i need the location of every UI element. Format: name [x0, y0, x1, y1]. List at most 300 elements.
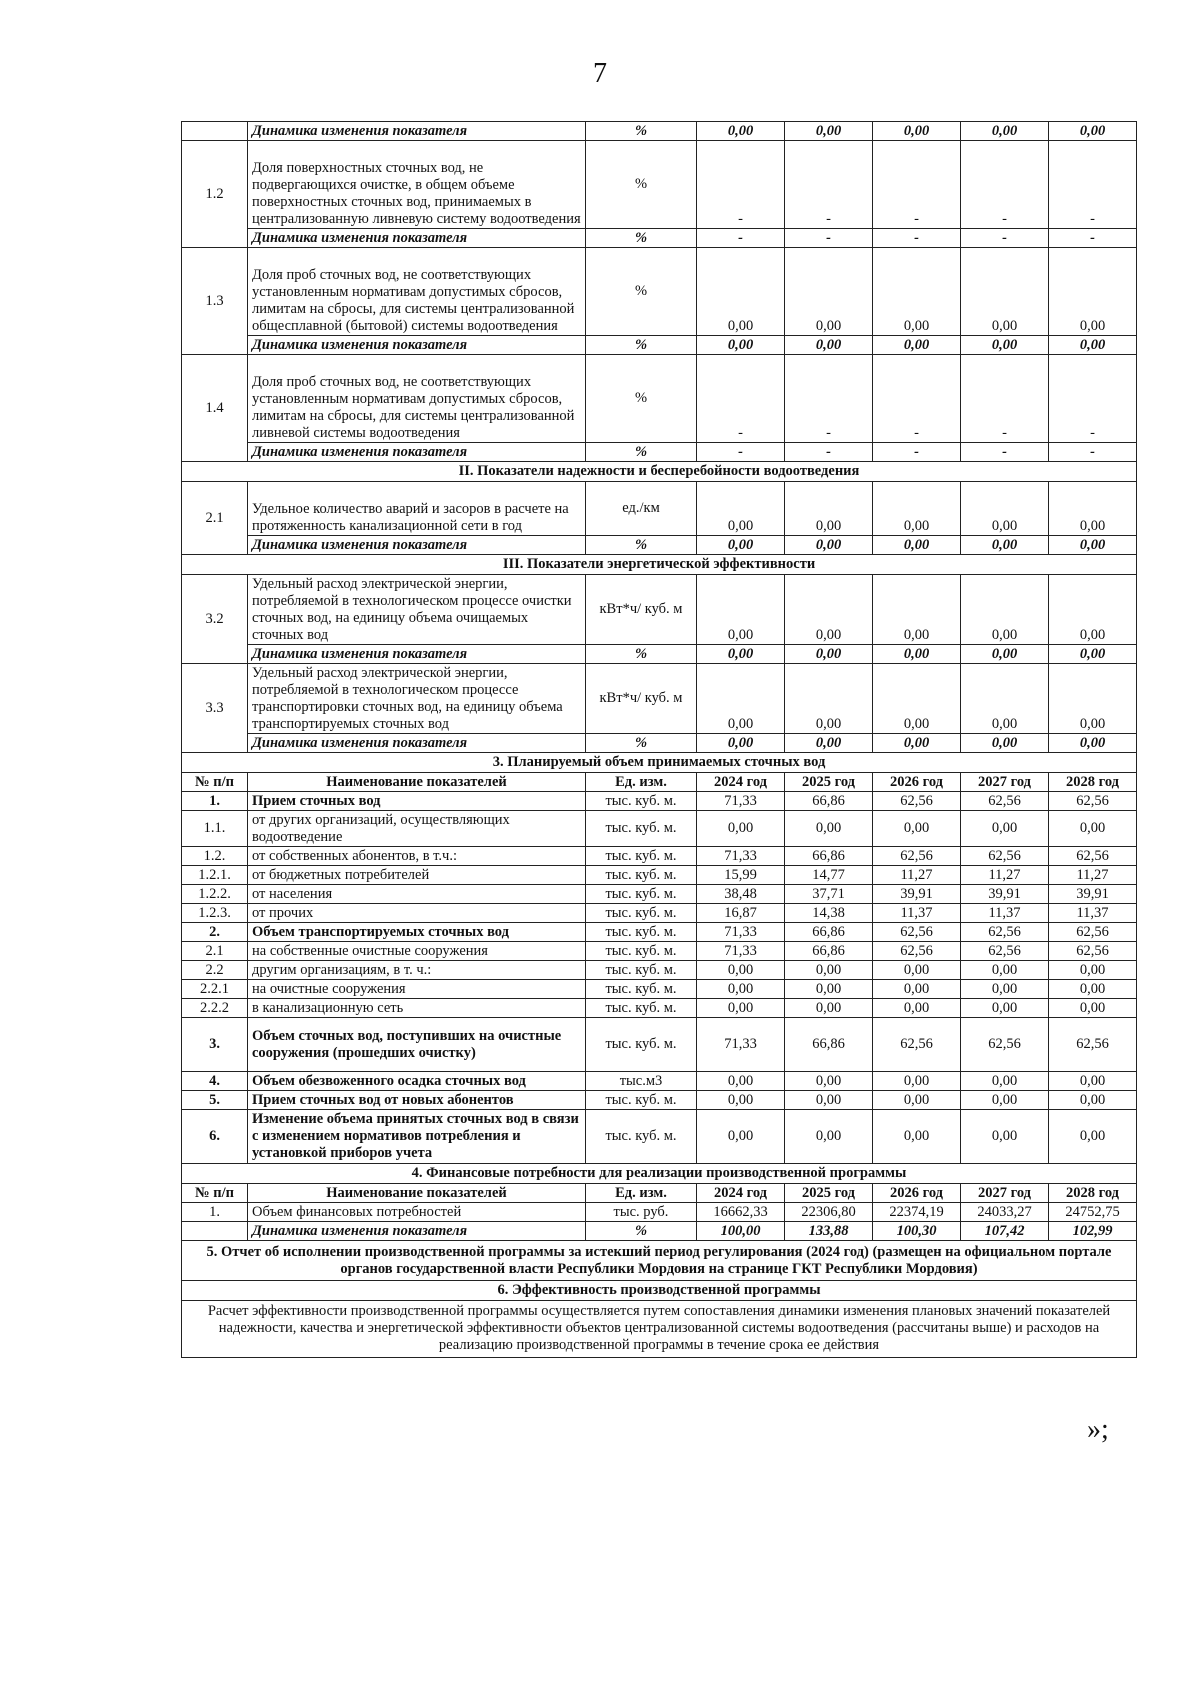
- column-header: 2025 год: [785, 1184, 873, 1203]
- value-cell: 0,00: [873, 1110, 961, 1164]
- column-header: Ед. изм.: [586, 773, 697, 792]
- number-cell: 3.: [182, 1018, 248, 1072]
- number-cell: 4.: [182, 1072, 248, 1091]
- number-cell: 3.3: [182, 664, 248, 753]
- value-cell: 0,00: [1049, 536, 1137, 555]
- table-row: [182, 904, 1137, 923]
- value-cell: 22306,80: [785, 1203, 873, 1222]
- column-header: № п/п: [182, 1184, 248, 1203]
- value-cell: 0,00: [1049, 961, 1137, 980]
- table-row: [182, 1018, 1137, 1072]
- value-cell: -: [697, 141, 785, 229]
- unit-cell: %: [586, 355, 697, 443]
- value-cell: 62,56: [1049, 923, 1137, 942]
- value-cell: 62,56: [1049, 942, 1137, 961]
- value-cell: 0,00: [785, 999, 873, 1018]
- value-cell: 0,00: [697, 536, 785, 555]
- dynamics-label: Динамика изменения показателя: [248, 645, 586, 664]
- unit-cell: тыс. куб. м.: [586, 1018, 697, 1072]
- indicator-row: [182, 482, 1137, 536]
- value-cell: 14,77: [785, 866, 873, 885]
- column-header: 2026 год: [873, 1184, 961, 1203]
- value-cell: 62,56: [961, 923, 1049, 942]
- value-cell: 0,00: [785, 980, 873, 999]
- value-cell: 0,00: [1049, 248, 1137, 336]
- value-cell: 16662,33: [697, 1203, 785, 1222]
- value-cell: 0,00: [961, 1072, 1049, 1091]
- value-cell: -: [697, 443, 785, 462]
- value-cell: 0,00: [697, 575, 785, 645]
- dynamics-label: Динамика изменения показателя: [248, 122, 586, 141]
- value-cell: -: [873, 229, 961, 248]
- value-cell: 133,88: [785, 1222, 873, 1241]
- value-cell: 0,00: [697, 1072, 785, 1091]
- indicator-name: Доля проб сточных вод, не соответствующих установленным нормативам допустимых сбросов, лимитам на сбросы, для системы централизованной общесплавной (бытовой) системы водоотведения: [248, 248, 586, 336]
- number-cell: 1.3: [182, 248, 248, 355]
- page-number: 7: [593, 58, 607, 89]
- indicator-name: Доля поверхностных сточных вод, не подвергающихся очистке, в общем объеме поверхностных сточных вод, принимаемых в централизованную ливневую систему водоотведения: [248, 141, 586, 229]
- section-title: II. Показатели надежности и бесперебойности водоотведения: [182, 462, 1137, 482]
- value-cell: -: [1049, 443, 1137, 462]
- unit-cell: тыс. куб. м.: [586, 904, 697, 923]
- unit-cell: тыс.м3: [586, 1072, 697, 1091]
- value-cell: -: [961, 141, 1049, 229]
- value-cell: 100,30: [873, 1222, 961, 1241]
- value-cell: 62,56: [873, 847, 961, 866]
- value-cell: -: [697, 355, 785, 443]
- value-cell: 102,99: [1049, 1222, 1137, 1241]
- value-cell: 22374,19: [873, 1203, 961, 1222]
- unit-cell: тыс. куб. м.: [586, 866, 697, 885]
- number-cell: 1.: [182, 792, 248, 811]
- dynamics-row: [182, 645, 1137, 664]
- unit-cell: тыс. куб. м.: [586, 1091, 697, 1110]
- table-row: [182, 980, 1137, 999]
- value-cell: 0,00: [961, 336, 1049, 355]
- table-row: [182, 792, 1137, 811]
- section-title-row: [182, 1281, 1137, 1301]
- unit-cell: %: [586, 229, 697, 248]
- number-cell: 1.: [182, 1203, 248, 1222]
- value-cell: 39,91: [1049, 885, 1137, 904]
- number-cell: 3.2: [182, 575, 248, 664]
- value-cell: 15,99: [697, 866, 785, 885]
- value-cell: 107,42: [961, 1222, 1049, 1241]
- value-cell: 0,00: [697, 734, 785, 753]
- value-cell: 0,00: [785, 734, 873, 753]
- indicator-row: [182, 141, 1137, 229]
- value-cell: 66,86: [785, 792, 873, 811]
- table-row: [182, 1091, 1137, 1110]
- value-cell: 11,37: [1049, 904, 1137, 923]
- value-cell: 11,37: [873, 904, 961, 923]
- value-cell: 0,00: [873, 664, 961, 734]
- indicator-name: Прием сточных вод: [248, 792, 586, 811]
- value-cell: 0,00: [697, 336, 785, 355]
- number-cell: 5.: [182, 1091, 248, 1110]
- section-title: III. Показатели энергетической эффективности: [182, 555, 1137, 575]
- value-cell: 0,00: [1049, 980, 1137, 999]
- value-cell: 0,00: [873, 482, 961, 536]
- value-cell: -: [1049, 141, 1137, 229]
- number-cell: 1.2.1.: [182, 866, 248, 885]
- column-header: Ед. изм.: [586, 1184, 697, 1203]
- value-cell: 0,00: [697, 248, 785, 336]
- report-row: [182, 1241, 1137, 1281]
- value-cell: 0,00: [785, 122, 873, 141]
- value-cell: 11,27: [961, 866, 1049, 885]
- indicator-row: [182, 575, 1137, 645]
- value-cell: 0,00: [1049, 122, 1137, 141]
- value-cell: 62,56: [873, 1018, 961, 1072]
- table-row: [182, 847, 1137, 866]
- dynamics-row: [182, 1222, 1137, 1241]
- number-cell: 1.2.2.: [182, 885, 248, 904]
- unit-cell: %: [586, 122, 697, 141]
- value-cell: -: [873, 141, 961, 229]
- value-cell: 66,86: [785, 923, 873, 942]
- value-cell: 0,00: [697, 1110, 785, 1164]
- number-cell: 1.2.: [182, 847, 248, 866]
- dynamics-row: [182, 536, 1137, 555]
- unit-cell: %: [586, 645, 697, 664]
- value-cell: 0,00: [961, 980, 1049, 999]
- indicator-name: Объем финансовых потребностей: [248, 1203, 586, 1222]
- value-cell: 0,00: [785, 1072, 873, 1091]
- number-cell: 2.1: [182, 942, 248, 961]
- indicator-row: [182, 355, 1137, 443]
- dynamics-row: [182, 734, 1137, 753]
- unit-cell: кВт*ч/ куб. м: [586, 575, 697, 645]
- unit-cell: тыс. куб. м.: [586, 999, 697, 1018]
- value-cell: 0,00: [873, 734, 961, 753]
- value-cell: 24752,75: [1049, 1203, 1137, 1222]
- indicator-name: на собственные очистные сооружения: [248, 942, 586, 961]
- value-cell: 0,00: [1049, 645, 1137, 664]
- value-cell: 0,00: [785, 336, 873, 355]
- table-row: [182, 942, 1137, 961]
- unit-cell: тыс. куб. м.: [586, 923, 697, 942]
- header-row: [182, 773, 1137, 792]
- indicator-name: Изменение объема принятых сточных вод в связи с изменением нормативов потребления и установкой приборов учета: [248, 1110, 586, 1164]
- value-cell: 62,56: [873, 923, 961, 942]
- value-cell: 100,00: [697, 1222, 785, 1241]
- table-row: [182, 866, 1137, 885]
- number-cell: 2.: [182, 923, 248, 942]
- value-cell: 0,00: [697, 811, 785, 847]
- value-cell: 62,56: [961, 942, 1049, 961]
- value-cell: 0,00: [785, 664, 873, 734]
- indicator-name: в канализационную сеть: [248, 999, 586, 1018]
- indicator-name: другим организациям, в т. ч.:: [248, 961, 586, 980]
- value-cell: 37,71: [785, 885, 873, 904]
- indicator-name: Удельный расход электрической энергии, потребляемой в технологическом процессе очистки сточных вод, на единицу объема очищаемых сточных вод: [248, 575, 586, 645]
- value-cell: 0,00: [1049, 336, 1137, 355]
- value-cell: 0,00: [873, 980, 961, 999]
- number-cell: 2.1: [182, 482, 248, 555]
- table-row: [182, 999, 1137, 1018]
- value-cell: 0,00: [785, 575, 873, 645]
- value-cell: 0,00: [961, 248, 1049, 336]
- section-title: 4. Финансовые потребности для реализации производственной программы: [182, 1164, 1137, 1184]
- indicator-row: [182, 664, 1137, 734]
- value-cell: 0,00: [785, 536, 873, 555]
- indicators-table: [181, 121, 1137, 1358]
- unit-cell: тыс. куб. м.: [586, 1110, 697, 1164]
- value-cell: -: [873, 355, 961, 443]
- value-cell: 0,00: [873, 248, 961, 336]
- unit-cell: тыс. куб. м.: [586, 942, 697, 961]
- value-cell: 0,00: [697, 664, 785, 734]
- indicator-name: Объем транспортируемых сточных вод: [248, 923, 586, 942]
- value-cell: -: [961, 229, 1049, 248]
- dynamics-row: [182, 336, 1137, 355]
- value-cell: 0,00: [873, 336, 961, 355]
- section-title-row: [182, 555, 1137, 575]
- number-cell: 2.2: [182, 961, 248, 980]
- unit-cell: ед./км: [586, 482, 697, 536]
- value-cell: 0,00: [961, 536, 1049, 555]
- column-header: Наименование показателей: [248, 1184, 586, 1203]
- value-cell: 0,00: [697, 122, 785, 141]
- value-cell: 0,00: [785, 248, 873, 336]
- dynamics-label: Динамика изменения показателя: [248, 229, 586, 248]
- unit-cell: тыс. куб. м.: [586, 792, 697, 811]
- value-cell: 0,00: [785, 1091, 873, 1110]
- column-header: 2028 год: [1049, 1184, 1137, 1203]
- value-cell: 0,00: [1049, 482, 1137, 536]
- efficiency-row: [182, 1301, 1137, 1358]
- efficiency-text: Расчет эффективности производственной программы осуществляется путем сопоставления динамики изменения плановых значений показателей надежности, качества и энергетической эффективности объектов централизованной системы водоотведения (рассчитаны выше) и расходов на реализацию производственной программы в течение срока ее действия: [182, 1301, 1137, 1358]
- value-cell: 0,00: [873, 122, 961, 141]
- value-cell: 62,56: [961, 847, 1049, 866]
- report-text: 5. Отчет об исполнении производственной программы за истекший период регулирования (2024 год) (размещен на официальном портале органов государственной власти Республики Мордовия на странице ГКТ Республики Мордовия): [182, 1241, 1137, 1281]
- value-cell: -: [1049, 229, 1137, 248]
- unit-cell: %: [586, 248, 697, 336]
- number-cell: 6.: [182, 1110, 248, 1164]
- value-cell: 62,56: [873, 792, 961, 811]
- value-cell: 0,00: [1049, 1110, 1137, 1164]
- column-header: 2027 год: [961, 1184, 1049, 1203]
- dynamics-label: Динамика изменения показателя: [248, 536, 586, 555]
- unit-cell: тыс. куб. м.: [586, 811, 697, 847]
- table-row: [182, 961, 1137, 980]
- table-row: [182, 1203, 1137, 1222]
- unit-cell: %: [586, 1222, 697, 1241]
- dynamics-row: [182, 122, 1137, 141]
- table-row: [182, 923, 1137, 942]
- value-cell: 0,00: [873, 645, 961, 664]
- value-cell: 0,00: [961, 811, 1049, 847]
- unit-cell: %: [586, 141, 697, 229]
- value-cell: 66,86: [785, 1018, 873, 1072]
- unit-cell: тыс. куб. м.: [586, 847, 697, 866]
- value-cell: 16,87: [697, 904, 785, 923]
- value-cell: 71,33: [697, 942, 785, 961]
- value-cell: -: [873, 443, 961, 462]
- number-cell: 2.2.2: [182, 999, 248, 1018]
- value-cell: 0,00: [961, 664, 1049, 734]
- column-header: 2026 год: [873, 773, 961, 792]
- value-cell: 0,00: [1049, 1072, 1137, 1091]
- column-header: 2024 год: [697, 773, 785, 792]
- value-cell: 66,86: [785, 847, 873, 866]
- value-cell: 0,00: [873, 1091, 961, 1110]
- section-title-row: [182, 462, 1137, 482]
- value-cell: 0,00: [697, 645, 785, 664]
- value-cell: -: [785, 141, 873, 229]
- value-cell: 71,33: [697, 923, 785, 942]
- value-cell: 0,00: [961, 734, 1049, 753]
- value-cell: 0,00: [785, 482, 873, 536]
- value-cell: -: [785, 355, 873, 443]
- number-cell: [182, 122, 248, 141]
- unit-cell: тыс. куб. м.: [586, 980, 697, 999]
- value-cell: 62,56: [961, 792, 1049, 811]
- dynamics-label: Динамика изменения показателя: [248, 443, 586, 462]
- column-header: 2028 год: [1049, 773, 1137, 792]
- value-cell: 0,00: [1049, 664, 1137, 734]
- value-cell: 24033,27: [961, 1203, 1049, 1222]
- value-cell: 71,33: [697, 1018, 785, 1072]
- indicator-name: Объем обезвоженного осадка сточных вод: [248, 1072, 586, 1091]
- section-title-row: [182, 753, 1137, 773]
- indicator-name: от других организаций, осуществляющих водоотведение: [248, 811, 586, 847]
- indicator-name: Удельный расход электрической энергии, потребляемой в технологическом процессе транспортировки сточных вод, на единицу объема транспортируемых сточных вод: [248, 664, 586, 734]
- value-cell: 0,00: [1049, 734, 1137, 753]
- dynamics-label: Динамика изменения показателя: [248, 1222, 586, 1241]
- section-title: 3. Планируемый объем принимаемых сточных вод: [182, 753, 1137, 773]
- unit-cell: %: [586, 734, 697, 753]
- value-cell: 0,00: [785, 1110, 873, 1164]
- value-cell: 62,56: [1049, 792, 1137, 811]
- value-cell: 14,38: [785, 904, 873, 923]
- value-cell: 62,56: [1049, 1018, 1137, 1072]
- indicator-row: [182, 248, 1137, 336]
- value-cell: 0,00: [961, 999, 1049, 1018]
- value-cell: 0,00: [873, 575, 961, 645]
- dynamics-label: Динамика изменения показателя: [248, 336, 586, 355]
- unit-cell: тыс. куб. м.: [586, 961, 697, 980]
- number-cell: 2.2.1: [182, 980, 248, 999]
- value-cell: 0,00: [697, 482, 785, 536]
- value-cell: 0,00: [785, 811, 873, 847]
- value-cell: 0,00: [1049, 575, 1137, 645]
- value-cell: 0,00: [961, 645, 1049, 664]
- unit-cell: %: [586, 536, 697, 555]
- section-title: 6. Эффективность производственной программы: [182, 1281, 1137, 1301]
- value-cell: 0,00: [1049, 999, 1137, 1018]
- table-body: [182, 122, 1137, 1358]
- indicator-name: Прием сточных вод от новых абонентов: [248, 1091, 586, 1110]
- value-cell: 71,33: [697, 847, 785, 866]
- number-cell: 1.1.: [182, 811, 248, 847]
- unit-cell: %: [586, 443, 697, 462]
- value-cell: 0,00: [961, 482, 1049, 536]
- value-cell: 71,33: [697, 792, 785, 811]
- value-cell: 62,56: [961, 1018, 1049, 1072]
- table-row: [182, 811, 1137, 847]
- value-cell: 0,00: [697, 961, 785, 980]
- value-cell: -: [1049, 355, 1137, 443]
- value-cell: 0,00: [697, 999, 785, 1018]
- indicator-name: от бюджетных потребителей: [248, 866, 586, 885]
- number-cell: [182, 1222, 248, 1241]
- value-cell: 0,00: [697, 980, 785, 999]
- dynamics-row: [182, 443, 1137, 462]
- indicator-name: от населения: [248, 885, 586, 904]
- value-cell: 0,00: [961, 122, 1049, 141]
- column-header: 2024 год: [697, 1184, 785, 1203]
- value-cell: 0,00: [873, 536, 961, 555]
- value-cell: 0,00: [697, 1091, 785, 1110]
- value-cell: 0,00: [873, 811, 961, 847]
- section-title-row: [182, 1164, 1137, 1184]
- value-cell: -: [785, 443, 873, 462]
- dynamics-row: [182, 229, 1137, 248]
- column-header: № п/п: [182, 773, 248, 792]
- value-cell: 0,00: [961, 1110, 1049, 1164]
- value-cell: 0,00: [1049, 1091, 1137, 1110]
- indicator-name: Доля проб сточных вод, не соответствующих установленным нормативам допустимых сбросов, лимитам на сбросы, для системы централизованной ливневой системы водоотведения: [248, 355, 586, 443]
- number-cell: 1.2.3.: [182, 904, 248, 923]
- table-row: [182, 1110, 1137, 1164]
- value-cell: 66,86: [785, 942, 873, 961]
- value-cell: 0,00: [873, 961, 961, 980]
- unit-cell: кВт*ч/ куб. м: [586, 664, 697, 734]
- value-cell: -: [785, 229, 873, 248]
- indicator-name: от прочих: [248, 904, 586, 923]
- indicator-name: на очистные сооружения: [248, 980, 586, 999]
- value-cell: 39,91: [873, 885, 961, 904]
- indicator-name: Удельное количество аварий и засоров в расчете на протяженность канализационной сети в год: [248, 482, 586, 536]
- value-cell: 0,00: [873, 999, 961, 1018]
- header-row: [182, 1184, 1137, 1203]
- value-cell: 0,00: [961, 1091, 1049, 1110]
- value-cell: 11,27: [873, 866, 961, 885]
- value-cell: 0,00: [785, 645, 873, 664]
- number-cell: 1.2: [182, 141, 248, 248]
- value-cell: 0,00: [961, 961, 1049, 980]
- value-cell: -: [961, 355, 1049, 443]
- indicator-name: Объем сточных вод, поступивших на очистные сооружения (прошедших очистку): [248, 1018, 586, 1072]
- column-header: 2027 год: [961, 773, 1049, 792]
- unit-cell: тыс. куб. м.: [586, 885, 697, 904]
- value-cell: -: [961, 443, 1049, 462]
- number-cell: 1.4: [182, 355, 248, 462]
- closing-quote-mark: »;: [1087, 1414, 1109, 1445]
- value-cell: 11,37: [961, 904, 1049, 923]
- value-cell: 0,00: [961, 575, 1049, 645]
- column-header: Наименование показателей: [248, 773, 586, 792]
- value-cell: 39,91: [961, 885, 1049, 904]
- value-cell: 0,00: [1049, 811, 1137, 847]
- value-cell: 11,27: [1049, 866, 1137, 885]
- table-row: [182, 885, 1137, 904]
- value-cell: 62,56: [873, 942, 961, 961]
- column-header: 2025 год: [785, 773, 873, 792]
- indicator-name: от собственных абонентов, в т.ч.:: [248, 847, 586, 866]
- table-row: [182, 1072, 1137, 1091]
- value-cell: 0,00: [873, 1072, 961, 1091]
- value-cell: 0,00: [785, 961, 873, 980]
- value-cell: -: [697, 229, 785, 248]
- value-cell: 38,48: [697, 885, 785, 904]
- unit-cell: %: [586, 336, 697, 355]
- value-cell: 62,56: [1049, 847, 1137, 866]
- dynamics-label: Динамика изменения показателя: [248, 734, 586, 753]
- unit-cell: тыс. руб.: [586, 1203, 697, 1222]
